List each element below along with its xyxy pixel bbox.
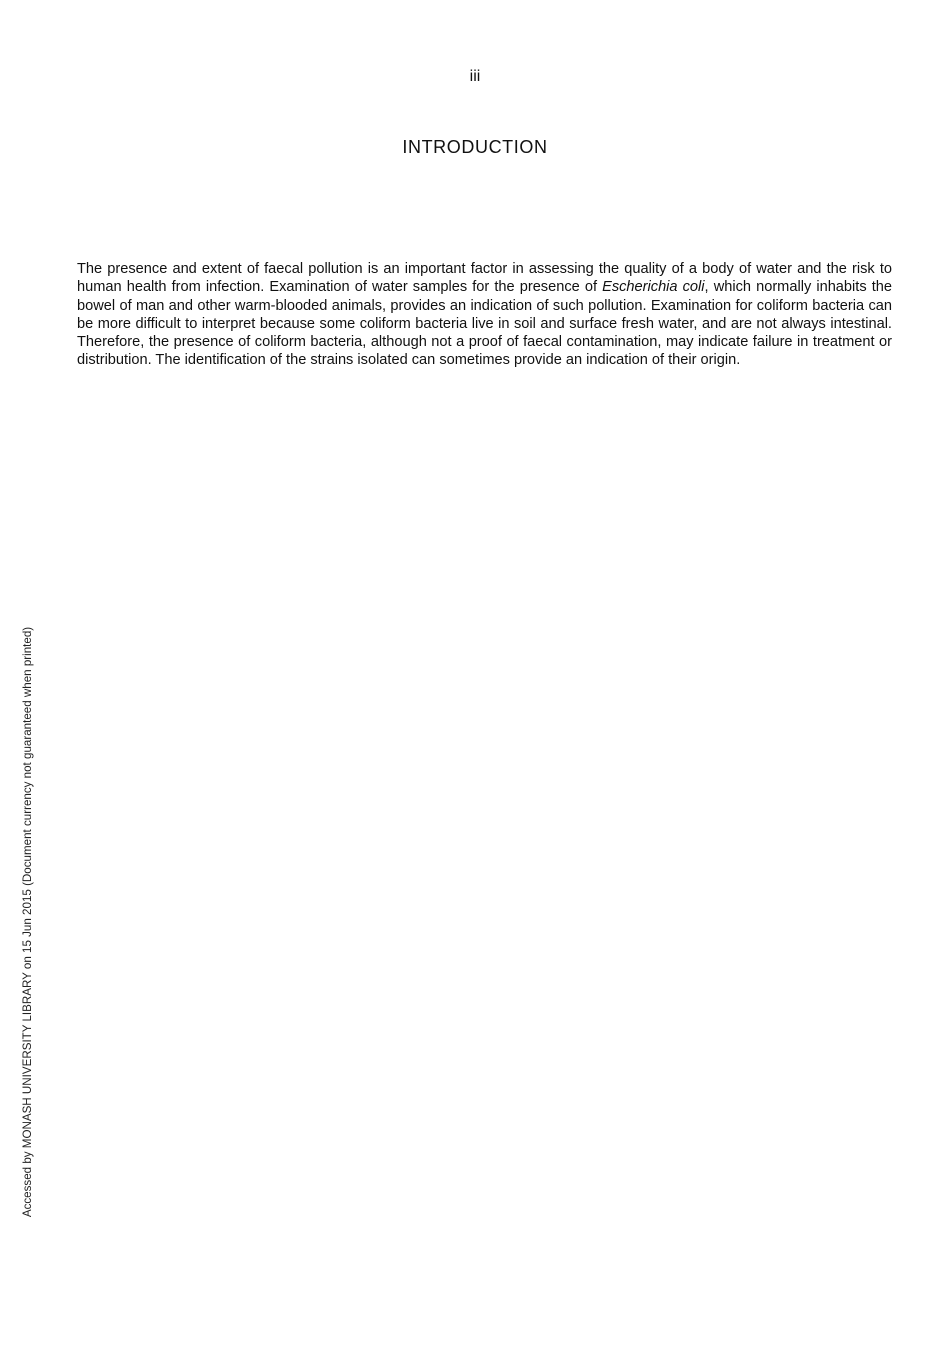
page-number: iii bbox=[469, 68, 481, 85]
species-name: Escherichia coli bbox=[602, 279, 705, 296]
page-title: INTRODUCTION bbox=[402, 137, 548, 157]
paragraph-text-start: The presence and extent of faecal pollution is an important factor in assessing the quality of a body of water and the risk to human health from infection. Examination of water samples for the presence of bbox=[77, 261, 892, 296]
paragraph-text-end: , which normally inhabits the bowel of man and other warm-blooded animals, provides an indication of such pollution. Examination for coliform bacteria can be more difficult to interpret because some coliform bacteria live in soil and surface fresh water, and are not always intestinal. Therefore, the presence of coliform bacteria, although not a proof of faecal contamination, may indicate failure in treatment or distribution. The identification of the strains isolated can sometimes provide an indication of their origin. bbox=[77, 279, 893, 369]
introduction-paragraph bbox=[77, 260, 892, 370]
access-notice: Accessed by MONASH UNIVERSITY LIBRARY on 15 Jun 2015 (Document currency not guaranteed when printed) bbox=[21, 626, 34, 1218]
